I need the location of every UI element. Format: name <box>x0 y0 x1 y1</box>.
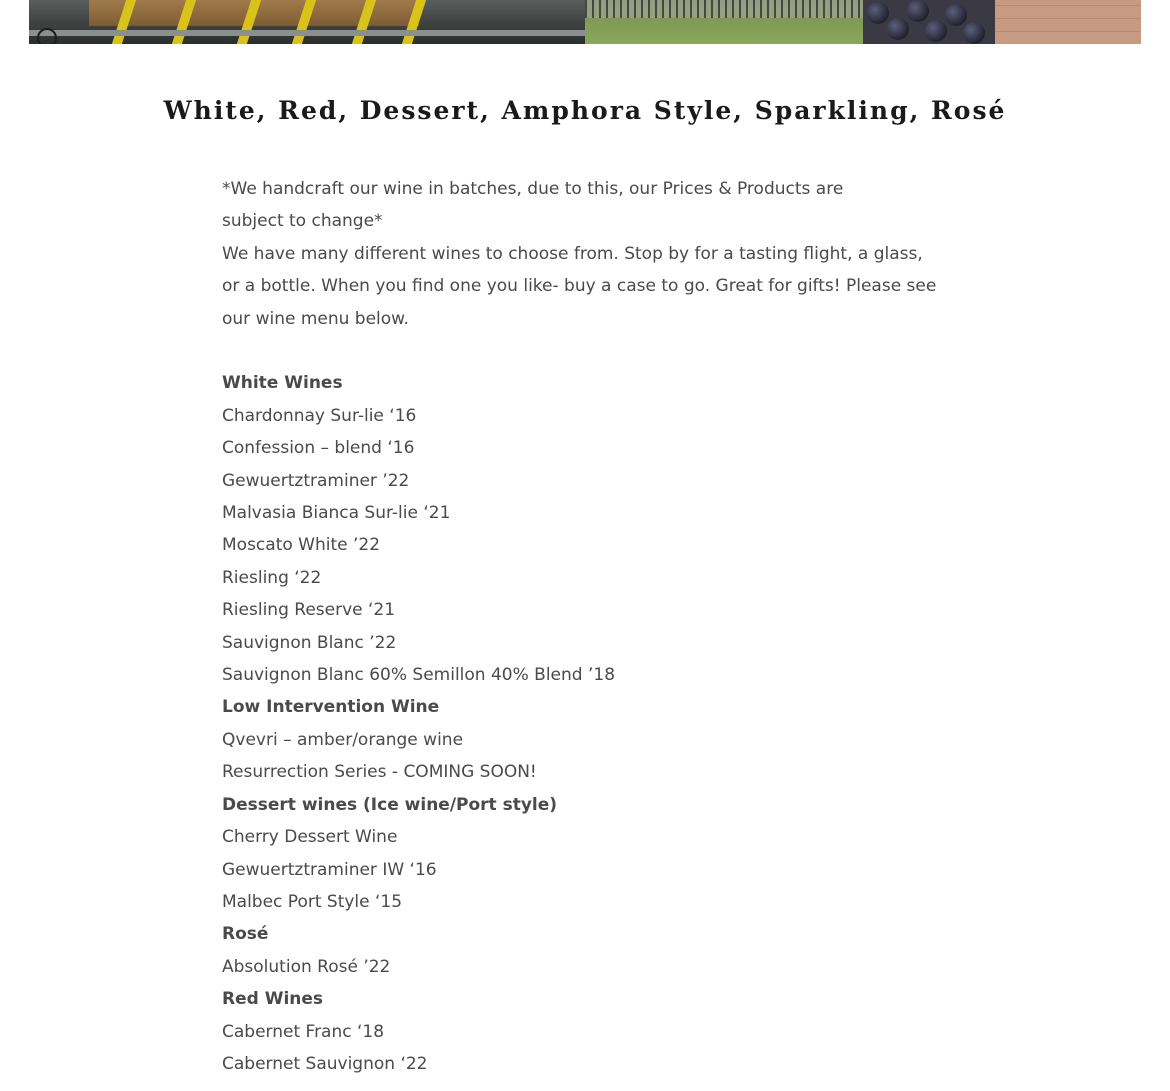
section-heading-dessert-wines: Dessert wines (Ice wine/Port style) <box>222 794 558 815</box>
section-heading-rose: Rosé <box>222 924 269 945</box>
price-change-notice: *We handcraft our wine in batches, due to this, our Prices & Products are subject to change* <box>222 179 844 232</box>
intro-paragraph: We have many different wines to choose from. Stop by for a tasting flight, a glass, or a bottle. When you find one you like- buy a case to go. Great for gifts! Please see our wine menu below. <box>222 243 937 329</box>
wine-item: Riesling Reserve ‘21 <box>222 600 396 621</box>
grapes-photo <box>863 0 995 44</box>
spacer <box>222 335 942 367</box>
wine-item: Gewuertztraminer ’22 <box>222 470 410 491</box>
wine-item: Qvevri – amber/orange wine <box>222 729 464 750</box>
dessert-wines-section <box>222 789 942 919</box>
wine-item: Chardonnay Sur-lie ‘16 <box>222 405 417 426</box>
section-heading-low-intervention: Low Intervention Wine <box>222 697 440 718</box>
wine-item: Moscato White ’22 <box>222 535 381 556</box>
wine-item: Sauvignon Blanc ’22 <box>222 632 397 653</box>
wine-item: Riesling ‘22 <box>222 567 322 588</box>
wine-item: Cabernet Sauvignon ‘22 <box>222 1053 428 1074</box>
wine-item: Gewuertztraminer IW ‘16 <box>222 859 437 880</box>
section-heading-white-wines: White Wines <box>222 373 343 394</box>
rose-section <box>222 918 942 983</box>
white-wines-section <box>222 367 942 691</box>
wine-item: Absolution Rosé ’22 <box>222 956 391 977</box>
wine-item: Cherry Dessert Wine <box>222 827 398 848</box>
wine-item: Malbec Port Style ‘15 <box>222 891 403 912</box>
wine-item: Sauvignon Blanc 60% Semillon 40% Blend ’18 <box>222 665 616 686</box>
wine-menu-content <box>222 173 942 1080</box>
low-intervention-section <box>222 691 942 788</box>
wine-item: Cabernet Franc ‘18 <box>222 1021 385 1042</box>
red-wines-section <box>222 983 942 1080</box>
page-title: White, Red, Dessert, Amphora Style, Sparkling, Rosé <box>163 96 1007 125</box>
wine-item: Resurrection Series - COMING SOON! <box>222 762 537 783</box>
section-heading-red-wines: Red Wines <box>222 989 324 1010</box>
brick-wall-photo <box>995 0 1141 44</box>
header-banner <box>29 0 1141 44</box>
vineyard-lawn-photo <box>585 0 863 44</box>
wine-item: Confession – blend ‘16 <box>222 438 415 459</box>
wine-item: Malvasia Bianca Sur-lie ‘21 <box>222 503 451 524</box>
trailer-photo <box>29 0 585 44</box>
